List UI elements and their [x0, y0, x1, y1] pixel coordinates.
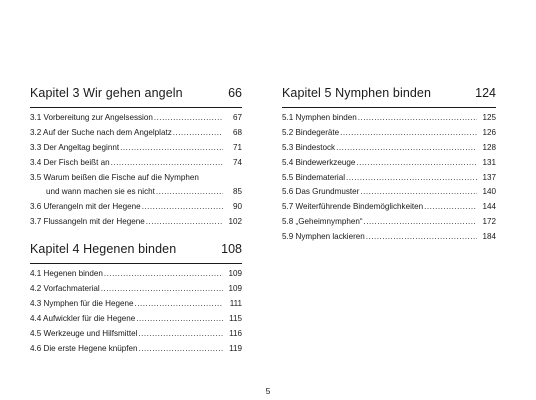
entry-label: 3.2 Auf der Suche nach dem Angelplatz	[30, 127, 172, 137]
entry-page-number: 144	[482, 202, 496, 212]
toc-entry-first-line	[30, 171, 242, 186]
toc-entry	[282, 111, 496, 126]
entry-page-number: 126	[482, 127, 496, 137]
toc-entry	[30, 312, 242, 327]
toc-entry	[30, 267, 242, 282]
entry-page-number: 67	[232, 113, 242, 122]
entry-label: 3.3 Der Angeltag beginnt	[30, 142, 120, 152]
entry-label: 5.7 Weiterführende Bindemöglichkeiten	[282, 202, 424, 212]
dot-leader	[120, 141, 223, 156]
entry-label: 4.4 Aufwickler für die Hegene	[30, 313, 136, 323]
entry-page-number: 85	[232, 187, 242, 197]
dot-leader	[336, 141, 477, 156]
entry-page-number: 140	[482, 187, 496, 197]
dot-leader	[360, 185, 477, 200]
entry-page-number: 119	[229, 343, 242, 353]
toc-entry	[282, 126, 496, 141]
dot-leader	[134, 297, 223, 312]
toc-entry	[30, 126, 242, 141]
entry-label: 4.3 Nymphen für die Hegene	[30, 298, 134, 308]
chapter-title: Kapitel 5 Nymphen binden	[282, 86, 432, 100]
toc-entry	[282, 156, 496, 171]
entry-label: 5.4 Bindewerkzeuge	[282, 157, 356, 167]
dot-leader	[156, 185, 223, 200]
dot-leader	[358, 111, 477, 126]
toc-entry	[30, 111, 242, 126]
dot-leader	[111, 156, 223, 171]
entry-page-number: 74	[232, 157, 242, 167]
toc-left-column	[30, 86, 242, 368]
entry-page-number: 111	[229, 298, 242, 308]
entry-label: 4.1 Hegenen binden	[30, 269, 103, 279]
entry-label: 5.3 Bindestock	[282, 142, 336, 152]
dot-leader	[346, 171, 477, 186]
chapter-page-number: 108	[221, 242, 242, 257]
dot-leader	[139, 342, 223, 357]
page-number: 5	[265, 386, 271, 396]
entry-label: 4.6 Die erste Hegene knüpfen	[30, 343, 138, 353]
entry-label: 5.9 Nymphen lackieren	[282, 232, 365, 242]
toc-entry	[30, 282, 242, 297]
chapter-5	[282, 86, 496, 245]
entry-label: 5.5 Bindematerial	[282, 172, 345, 182]
toc-entry	[282, 185, 496, 200]
entry-label: 3.1 Vorbereitung zur Angelsession	[30, 113, 153, 122]
dot-leader	[146, 215, 223, 230]
dot-leader	[364, 215, 477, 230]
toc-entry	[282, 200, 496, 215]
entry-page-number: 131	[482, 157, 496, 167]
dot-leader	[142, 200, 223, 215]
entry-label: 4.2 Vorfachmaterial	[30, 284, 100, 294]
dot-leader	[104, 267, 223, 282]
entry-page-number: 109	[228, 284, 242, 294]
toc-entry	[30, 200, 242, 215]
chapter-3-heading	[30, 86, 242, 108]
entry-page-number: 102	[228, 217, 242, 227]
entry-label: 4.5 Werkzeuge und Hilfsmittel	[30, 328, 138, 338]
entry-label: 3.4 Der Fisch beißt an	[30, 157, 110, 167]
entry-page-number: 184	[482, 232, 496, 242]
entry-page-number: 137	[482, 172, 496, 182]
entry-page-number: 71	[232, 142, 242, 152]
dot-leader	[101, 282, 223, 297]
entry-page-number: 116	[229, 328, 242, 338]
entry-page-number: 128	[482, 142, 496, 152]
toc-entry	[282, 230, 496, 245]
toc-entry	[30, 141, 242, 156]
chapter-5-heading	[282, 86, 496, 108]
dot-leader	[136, 312, 223, 327]
chapter-title: Kapitel 3 Wir gehen angeln	[30, 86, 183, 100]
chapter-4-heading	[30, 242, 242, 264]
entry-page-number: 172	[482, 217, 496, 227]
entry-label-continuation: und wann machen sie es nicht	[46, 187, 155, 197]
toc-entry	[282, 141, 496, 156]
toc-entry-continuation	[30, 185, 242, 200]
toc-entry	[30, 327, 242, 342]
toc-entry	[30, 156, 242, 171]
toc-entry	[282, 171, 496, 186]
toc-entry	[30, 297, 242, 312]
toc-entry	[30, 215, 242, 230]
chapter-3	[30, 86, 242, 230]
entry-label: 5.1 Nymphen binden	[282, 113, 357, 122]
entry-label: 5.8 „Geheimnymphen“	[282, 217, 363, 227]
dot-leader	[138, 327, 223, 342]
entry-label: 5.6 Das Grundmuster	[282, 187, 360, 197]
dot-leader	[340, 126, 477, 141]
entry-page-number: 68	[232, 127, 242, 137]
chapter-4	[30, 242, 242, 356]
entry-page-number: 109	[228, 269, 242, 279]
chapter-page-number: 66	[228, 86, 242, 100]
dot-leader	[154, 111, 223, 126]
dot-leader	[366, 230, 477, 245]
entry-label: 3.6 Uferangeln mit der Hegene	[30, 202, 141, 212]
chapter-title: Kapitel 4 Hegenen binden	[30, 242, 177, 257]
entry-page-number: 115	[229, 313, 242, 323]
dot-leader	[424, 200, 477, 215]
entry-label: 3.5 Warum beißen die Fische auf die Nymphen	[30, 172, 199, 182]
toc-entry	[30, 342, 242, 357]
toc-entry	[282, 215, 496, 230]
chapter-page-number: 124	[475, 86, 496, 100]
dot-leader	[173, 126, 223, 141]
entry-page-number: 125	[482, 113, 496, 122]
entry-label: 3.7 Flussangeln mit der Hegene	[30, 217, 145, 227]
toc-right-column	[282, 86, 496, 257]
entry-page-number: 90	[232, 202, 242, 212]
dot-leader	[356, 156, 477, 171]
entry-label: 5.2 Bindegeräte	[282, 127, 340, 137]
